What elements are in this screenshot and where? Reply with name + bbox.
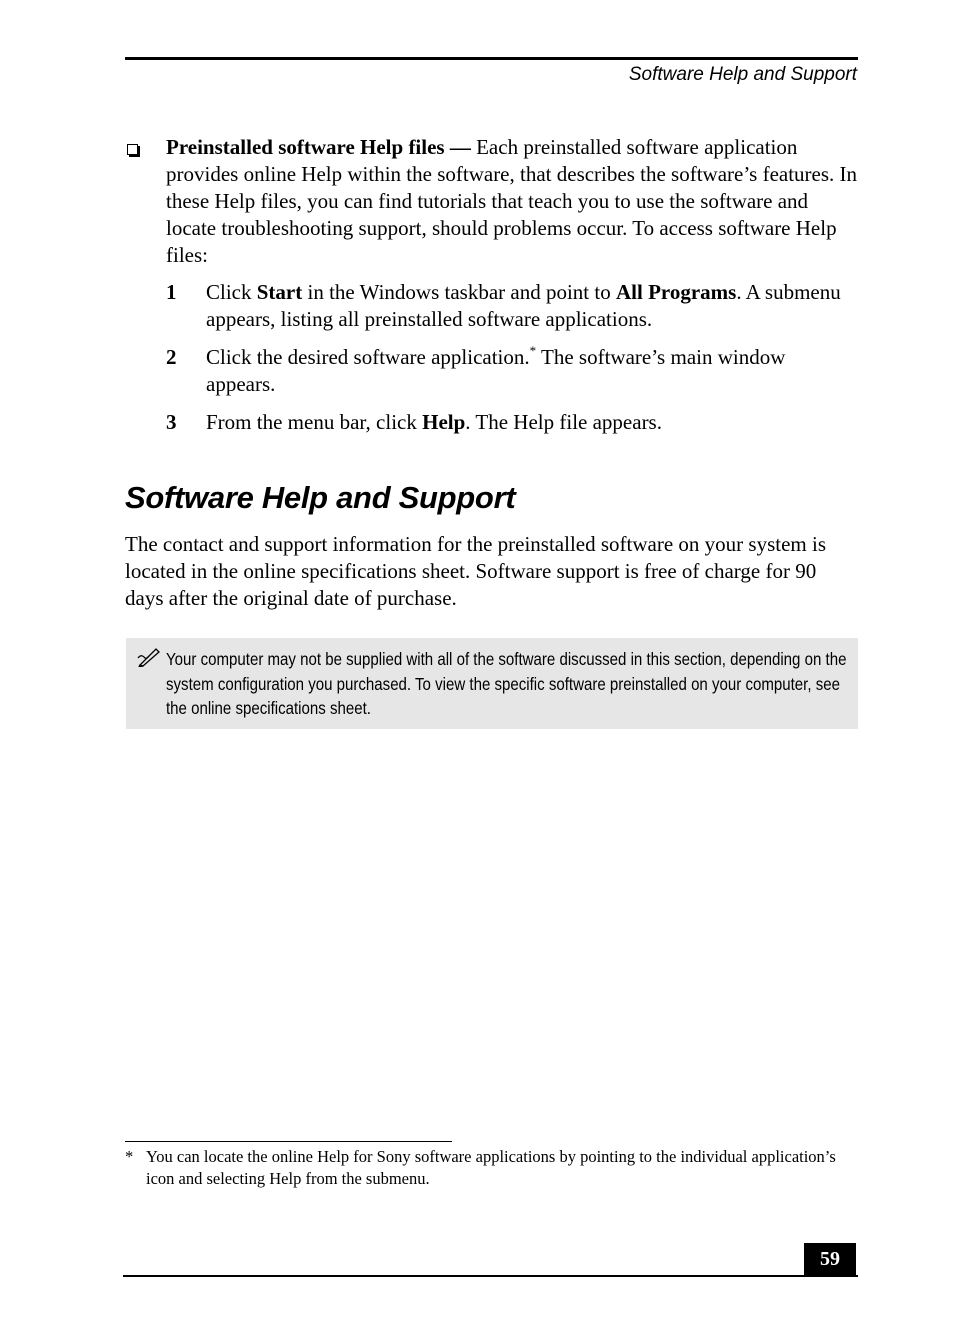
step-text: Click the desired software application. [206, 345, 530, 369]
step-text: . The Help file appears. [465, 410, 662, 434]
step-bold: Start [256, 280, 303, 304]
bullet-text: Each preinstalled software application provides online Help within the software, that describes the software’s features. In these Help files, you can find tutorials that teach you to use the software and locate troubleshooting support, should problems occur. To access software Help files: [166, 135, 858, 267]
footnote-reference: * [529, 343, 537, 358]
step-text: Click [206, 280, 257, 304]
step-item [166, 279, 858, 333]
bullet-paragraph [166, 134, 858, 269]
header-rule [125, 57, 858, 60]
section-paragraph: The contact and support information for the preinstalled software on your system is located in the online specifications sheet. Software support is free of charge for 90 days after the original date of purchase. [125, 532, 826, 610]
note-pencil-icon [137, 645, 163, 667]
step-bold: All Programs [615, 280, 737, 304]
bullet-bold-lead: Preinstalled software Help files — [166, 135, 471, 159]
checkbox-bullet-icon [127, 144, 138, 155]
step-item [166, 344, 858, 398]
step-text: in the Windows taskbar and point to [302, 280, 616, 304]
footnote-rule [125, 1141, 452, 1142]
step-number: 3 [166, 410, 177, 434]
running-header-title: Software Help and Support [628, 64, 857, 85]
step-text: From the menu bar, click [206, 410, 423, 434]
footer-rule [123, 1275, 858, 1277]
step-text: . A submenu appears, listing all preinstalled software applications. [206, 280, 841, 331]
step-number: 1 [166, 280, 177, 304]
note-text: Your computer may not be supplied with all of the software discussed in this section, depending on the system configuration you purchased. To view the specific software preinstalled on your computer, see the online specifications sheet. [166, 649, 847, 718]
step-text: The software’s main window appears. [206, 345, 786, 396]
note-box [126, 638, 858, 729]
footnote [125, 1146, 845, 1190]
footnote-text: You can locate the online Help for Sony software applications by pointing to the individual application’s icon and selecting Help from the submenu. [146, 1147, 836, 1188]
steps-list [166, 279, 858, 436]
page-number: 59 [804, 1243, 856, 1276]
step-number: 2 [166, 345, 177, 369]
step-bold: Help [422, 410, 466, 434]
step-item [166, 409, 858, 436]
footnote-mark: * [125, 1147, 134, 1166]
bullet-item [125, 134, 858, 447]
section-heading: Software Help and Support [125, 480, 516, 515]
